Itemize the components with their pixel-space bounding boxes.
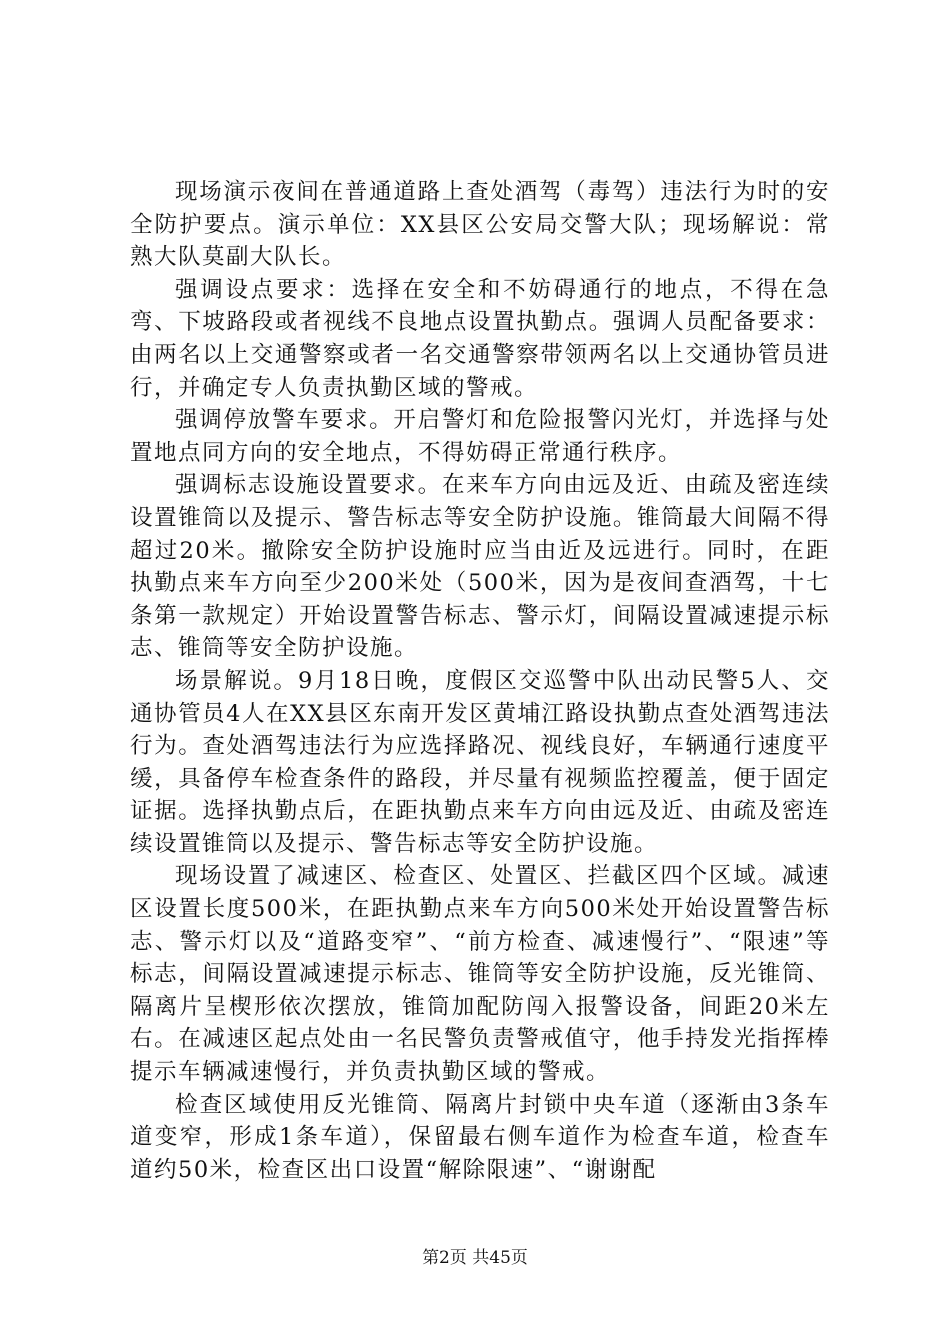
paragraph-2: 强调设点要求：选择在安全和不妨碍通行的地点，不得在急弯、下坡路段或者视线不良地点设置执勤点。强调人员配备要求：由两名以上交通警察或者一名交通警察带领两名以上交通协管员进行，并确定专人负责执勤区域的警戒。 [130,276,830,401]
document-body [130,176,830,1186]
paragraph-7: 检查区域使用反光锥筒、隔离片封锁中央车道（逐渐由3条车道变窄，形成1条车道），保留最右侧车道作为检查车道，检查车道约50米，检查区出口设置“解除限速”、“谢谢配 [130,1091,830,1183]
paragraph-1: 现场演示夜间在普通道路上查处酒驾（毒驾）违法行为时的安全防护要点。演示单位：XX县区公安局交警大队；现场解说：常熟大队莫副大队长。 [130,179,830,271]
page-number-footer: 第2页 共45页 [422,1248,528,1268]
paragraph-3: 强调停放警车要求。开启警灯和危险报警闪光灯，并选择与处置地点同方向的安全地点，不得妨碍正常通行秩序。 [130,407,830,466]
paragraph-6: 现场设置了减速区、检查区、处置区、拦截区四个区域。减速区设置长度500米，在距执勤点来车方向500米处开始设置警告标志、警示灯以及“道路变窄”、“前方检查、减速慢行”、“限速”等标志，间隔设置减速提示标志、锥筒等安全防护设施，反光锥筒、隔离片呈楔形依次摆放，锥筒加配防闯入报警设备，间距20米左右。在减速区起点处由一名民警负责警戒值守，他手持发光指挥棒提示车辆减速慢行，并负责执勤区域的警戒。 [130,863,830,1086]
paragraph-5: 场景解说。9月18日晚，度假区交巡警中队出动民警5人、交通协管员4人在XX县区东南开发区黄埔江路设执勤点查处酒驾违法行为。查处酒驾违法行为应选择路况、视线良好，车辆通行速度平缓，具备停车检查条件的路段，并尽量有视频监控覆盖，便于固定证据。选择执勤点后，在距执勤点来车方向由远及近、由疏及密连续设置锥筒以及提示、警告标志等安全防护设施。 [130,667,830,857]
paragraph-4: 强调标志设施设置要求。在来车方向由远及近、由疏及密连续设置锥筒以及提示、警告标志等安全防护设施。锥筒最大间隔不得超过20米。撤除安全防护设施时应当由近及远进行。同时，在距执勤点来车方向至少200米处（500米，因为是夜间查酒驾，十七条第一款规定）开始设置警告标志、警示灯，间隔设置减速提示标志、锥筒等安全防护设施。 [130,472,830,662]
